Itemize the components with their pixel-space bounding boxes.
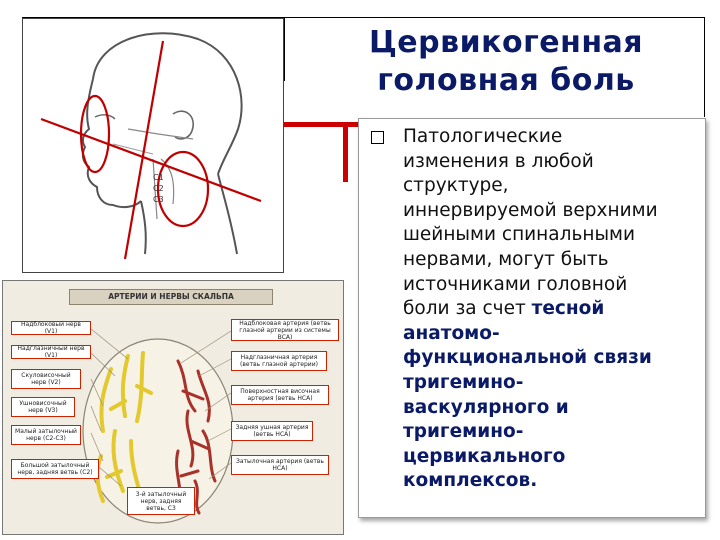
body-line: иннервируемой верхними [403, 199, 658, 221]
nerve-label-auriculotemporal: Ушновисочный нерв (V3) [11, 397, 75, 417]
nerve-label-greater-occipital: Большой затылочный нерв, задняя ветвь (С2) [11, 459, 99, 479]
body-bold-line: функциональной связи [403, 347, 652, 369]
slide-title-line-1: Цервикогенная [368, 25, 644, 60]
artery-label-supratrochlear: Надблоковая артерия (ветвь глазной артерии из системы ВСА) [231, 319, 339, 341]
arteries-figure-title: АРТЕРИИ И НЕРВЫ СКАЛЬПА [69, 289, 273, 305]
nerve-label-lesser-occipital: Малый затылочный нерв (С2-С3) [11, 425, 81, 445]
head-sketch-figure [22, 18, 284, 273]
body-line: нервами, могут быть [403, 248, 609, 270]
head-sketch-svg [23, 19, 285, 274]
body-bold-line: тригемино- [403, 371, 524, 393]
body-line: изменения в любой [403, 150, 594, 172]
nerve-label-supratrochlear: Надблоковый нерв (V1) [11, 321, 91, 335]
vertebra-label-c2: C2 [153, 184, 164, 193]
slide-title-line-2: головная боль [377, 63, 635, 98]
slide-title [300, 24, 712, 114]
artery-label-posterior-auricular: Задняя ушная артерия (ветвь НСА) [231, 421, 313, 441]
body-bold-line: комплексов. [403, 470, 538, 492]
artery-label-occipital: Затылочная артерия (ветвь НСА) [231, 455, 329, 475]
body-bold-line: васкулярного и [403, 396, 569, 418]
artery-label-superficial-temporal: Поверхностная височная артерия (ветвь НСА) [231, 385, 329, 405]
text-card [358, 118, 706, 518]
body-mixed-bold: тесной [531, 298, 605, 320]
body-line: источниками головной [403, 273, 628, 295]
body-bold-line: цервикального [403, 445, 566, 467]
vertebra-label-c1: C1 [153, 173, 164, 182]
body-line: структуре, [403, 175, 509, 197]
artery-label-supraorbital: Надглазничная артерия (ветвь глазной артерии) [231, 351, 327, 371]
body-bold-line: анатомо- [403, 322, 500, 344]
vertebra-label-c3: C3 [153, 195, 164, 204]
frame-line-right-top [284, 17, 704, 18]
body-line: шейными спинальными [403, 224, 636, 246]
body-mixed-plain: боли за счет [403, 298, 532, 320]
body-line: Патологические [403, 126, 563, 147]
body-line-mixed [403, 297, 699, 322]
arteries-nerves-figure [2, 280, 344, 535]
nerve-label-third-occipital: 3-й затылочный нерв, задняя ветвь, С3 [127, 487, 195, 515]
bullet-square-icon [371, 131, 384, 144]
body-text [403, 125, 699, 494]
nerve-label-supraorbital: Надглазничный нерв (V1) [11, 345, 91, 359]
body-bold-line: тригемино- [403, 421, 524, 443]
accent-bar-vertical [343, 122, 348, 182]
nerve-label-zygomaticotemporal: Скуловисочный нерв (V2) [11, 369, 81, 389]
accent-bar-horizontal [284, 122, 360, 127]
